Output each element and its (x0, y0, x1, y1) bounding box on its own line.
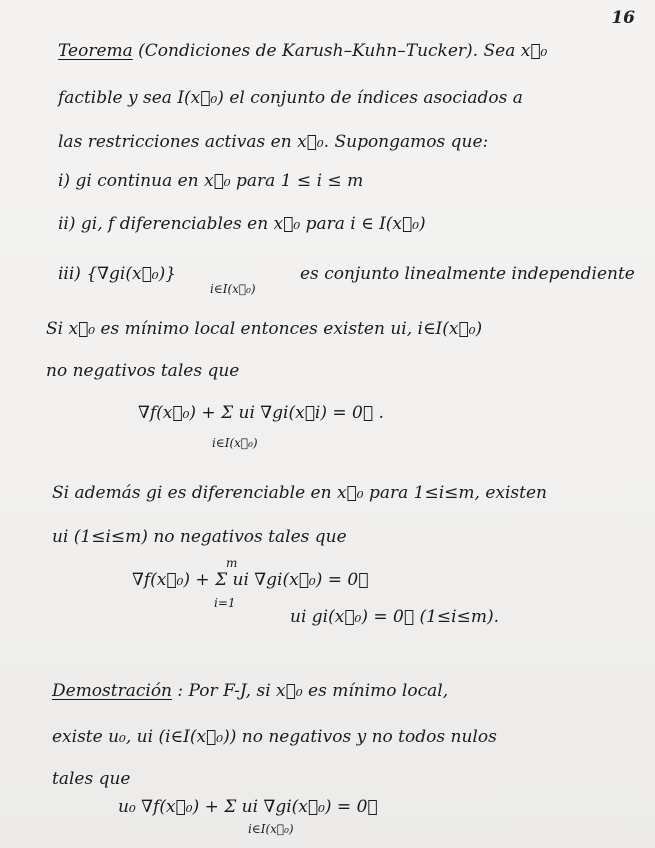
hypothesis-iii (58, 263, 176, 285)
additional-line-1: Si además gi es diferenciable en x⃗₀ para 1≤i≤m, existen (52, 483, 547, 503)
equation-2-subscript: i=1 (214, 596, 236, 610)
conclusion-line-2: no negativos tales que (46, 361, 240, 381)
equation-1: ∇f(x⃗₀) + Σ ui ∇gi(x⃗i) = 0⃗ . (138, 403, 384, 423)
theorem-title: (Condiciones de Karush–Kuhn–Tucker). Sea x⃗₀ (138, 41, 548, 61)
equation-2: ∇f(x⃗₀) + Σ ui ∇gi(x⃗₀) = 0⃗ (132, 570, 369, 590)
proof-heading-line (52, 680, 448, 702)
hypothesis-iii-subscript: i∈I(x⃗₀) (210, 282, 256, 296)
proof-line-1: : Por F-J, si x⃗₀ es mínimo local, (177, 681, 449, 701)
proof-label: Demostración (52, 681, 173, 701)
theorem-line-3: las restricciones activas en x⃗₀. Supongamos que: (58, 132, 489, 152)
hypothesis-iii-rest: es conjunto linealmente independiente (300, 264, 635, 284)
proof-line-3: tales que (52, 769, 131, 789)
hypothesis-iii-set: iii) {∇gi(x⃗₀)} (58, 264, 177, 284)
conclusion-line-1: Si x⃗₀ es mínimo local entonces existen ui, i∈I(x⃗₀) (46, 319, 483, 339)
additional-line-2: ui (1≤i≤m) no negativos tales que (52, 527, 347, 547)
page-number: 16 (611, 8, 635, 28)
equation-4: u₀ ∇f(x⃗₀) + Σ ui ∇gi(x⃗₀) = 0⃗ (118, 797, 378, 817)
theorem-heading-line (58, 40, 547, 62)
theorem-label: Teorema (58, 41, 133, 61)
equation-3: ui gi(x⃗₀) = 0⃗ (1≤i≤m). (290, 607, 499, 627)
hypothesis-ii: ii) gi, f diferenciables en x⃗₀ para i ∈ I(x⃗₀) (58, 214, 426, 234)
theorem-line-2: factible y sea I(x⃗₀) el conjunto de índices asociados a (58, 88, 523, 108)
equation-4-subscript: i∈I(x⃗₀) (248, 822, 294, 836)
hypothesis-i: i) gi continua en x⃗₀ para 1 ≤ i ≤ m (58, 171, 364, 191)
equation-2-superscript: m (226, 556, 238, 570)
proof-line-2: existe u₀, ui (i∈I(x⃗₀)) no negativos y no todos nulos (52, 727, 497, 747)
equation-1-subscript: i∈I(x⃗₀) (212, 436, 258, 450)
